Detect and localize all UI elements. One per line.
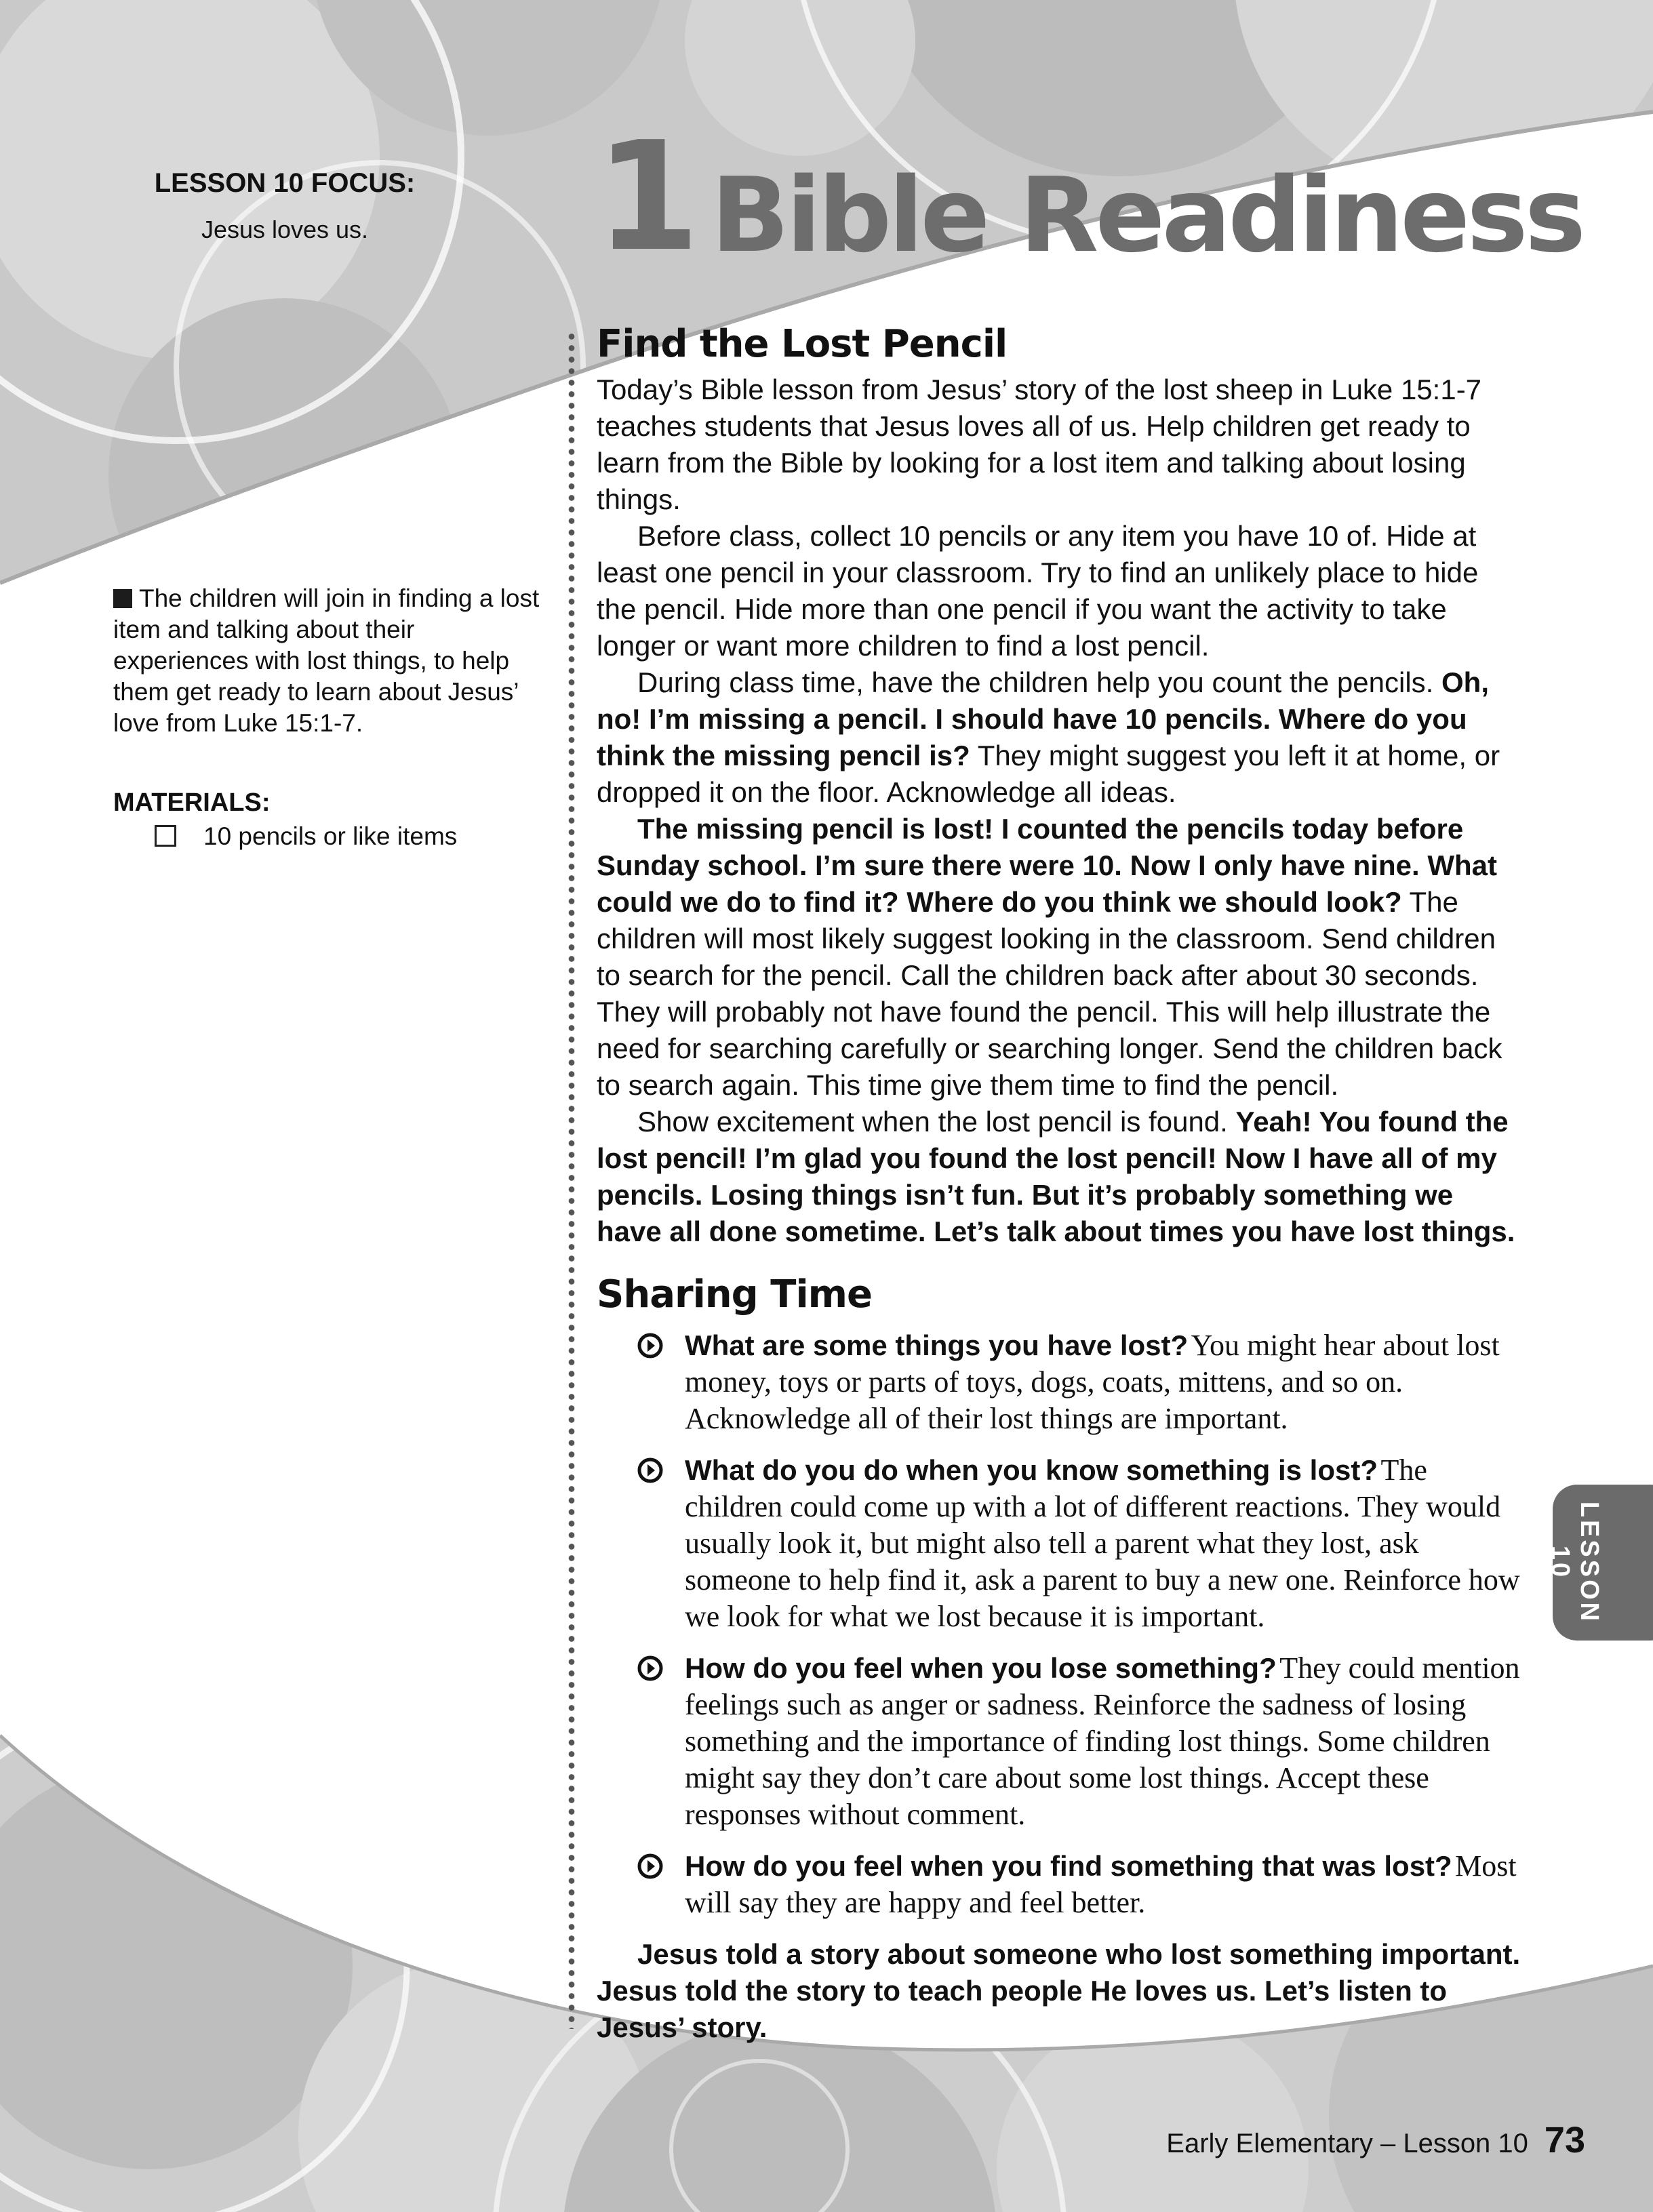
square-bullet-icon bbox=[113, 589, 132, 608]
answer-text: You might hear about lost money, toys or parts of toys, dogs, coats, mittens, and so on. Acknowledge all of their lost things are important. bbox=[685, 1329, 1500, 1435]
section-title: Bible Readiness bbox=[711, 155, 1583, 275]
section-heading-find-lost-pencil: Find the Lost Pencil bbox=[597, 322, 1008, 366]
materials-heading: MATERIALS: bbox=[113, 788, 271, 817]
text-run: During class time, have the children help you count the pencils. bbox=[637, 666, 1434, 698]
bold-text-run: The missing pencil is lost! I counted the pencils today before Sunday school. I’m sure there were 10. Now I only have nine. What could we do to find it? Where do you think we should look? bbox=[597, 813, 1498, 918]
lesson-side-tab-label: LESSON 10 bbox=[1546, 1501, 1604, 1624]
circle-arrow-icon bbox=[636, 1852, 664, 1881]
checkbox-icon bbox=[155, 825, 176, 847]
text-run: They might suggest you left it at home, or dropped it on the floor. Acknowledge all ideas. bbox=[597, 740, 1500, 808]
closing-paragraph: Jesus told a story about someone who lost something important. Jesus told the story to teach people He loves us. Let’s listen to Jesus’ story. bbox=[597, 1938, 1521, 2043]
materials-item bbox=[155, 822, 457, 851]
list-item bbox=[597, 1650, 1524, 1833]
paragraph-class-time bbox=[597, 664, 1524, 811]
question-text: What are some things you have lost? bbox=[685, 1329, 1189, 1361]
list-item bbox=[597, 1327, 1524, 1437]
bold-text-run: Yeah! You found the lost pencil! I’m glad you found the lost pencil! Now I have all of my pencils. Losing things isn’t fun. But it’s probably something we have all done sometime. Let’s talk about times you have lost things. bbox=[597, 1106, 1515, 1247]
circle-arrow-icon bbox=[636, 1456, 664, 1485]
lesson-focus-title: LESSON 10 FOCUS: bbox=[154, 168, 416, 198]
section-number: 1 bbox=[595, 110, 696, 285]
circle-arrow-icon bbox=[636, 1331, 664, 1360]
question-text: How do you feel when you lose something? bbox=[685, 1652, 1277, 1684]
page-number: 73 bbox=[1544, 2120, 1585, 2160]
paragraph-intro: Today’s Bible lesson from Jesus’ story of the lost sheep in Luke 15:1-7 teaches students that Jesus loves all of us. Help children get ready to learn from the Bible by looking for a lost item and talking about losing things. bbox=[597, 374, 1482, 515]
text-run: The children will most likely suggest looking in the classroom. Send children to search for the pencil. Call the children back after about 30 seconds. They will probably not have found the pencil. This will help illustrate the need for searching carefully or searching longer. Send the children back to search again. This time give them time to find the pencil. bbox=[597, 886, 1502, 1101]
answer-text: Most will say they are happy and feel better. bbox=[685, 1849, 1517, 1919]
paragraph-missing-pencil bbox=[597, 811, 1524, 1104]
page-title bbox=[595, 110, 1583, 285]
lesson-focus-text: Jesus loves us. bbox=[201, 216, 369, 243]
discussion-list bbox=[597, 1327, 1524, 1921]
dotted-divider bbox=[568, 331, 575, 2029]
list-item bbox=[597, 1848, 1524, 1921]
main-content bbox=[597, 317, 1524, 2046]
answer-text: The children could come up with a lot of different reactions. They would usually look it, but might also tell a parent what they lost, ask someone to help find it, ask a parent to buy a new one. Reinforce how we look for what we lost because it is important. bbox=[685, 1453, 1520, 1633]
objective-block bbox=[113, 583, 547, 739]
list-item bbox=[597, 1452, 1524, 1635]
paragraph-before-class: Before class, collect 10 pencils or any item you have 10 of. Hide at least one pencil in your classroom. Try to find an unlikely place to hide the pencil. Hide more than one pencil if you want the activity to take longer or want more children to find a lost pencil. bbox=[597, 520, 1479, 662]
section-heading-sharing-time: Sharing Time bbox=[597, 1272, 872, 1316]
text-run: Show excitement when the lost pencil is found. bbox=[637, 1106, 1228, 1138]
question-text: What do you do when you know something is lost? bbox=[685, 1454, 1378, 1486]
question-text: How do you feel when you find something that was lost? bbox=[685, 1850, 1452, 1882]
objective-text: The children will join in finding a lost item and talking about their experiences with lost things, to help them get ready to learn about Jesus’ love from Luke 15:1-7. bbox=[113, 584, 540, 737]
circle-arrow-icon bbox=[636, 1654, 664, 1683]
footer-text: Early Elementary – Lesson 10 bbox=[1166, 2129, 1528, 2158]
page-footer bbox=[1166, 2119, 1585, 2161]
paragraph-found-pencil bbox=[597, 1104, 1524, 1250]
answer-text: They could mention feelings such as anger or sadness. Reinforce the sadness of losing something and the importance of finding lost things. Some children might say they don’t care about some lost things. Accept these responses without comment. bbox=[685, 1651, 1520, 1831]
bold-text-run: Oh, no! I’m missing a pencil. I should have 10 pencils. Where do you think the missing pencil is? bbox=[597, 666, 1489, 771]
materials-item-text: 10 pencils or like items bbox=[203, 822, 458, 850]
